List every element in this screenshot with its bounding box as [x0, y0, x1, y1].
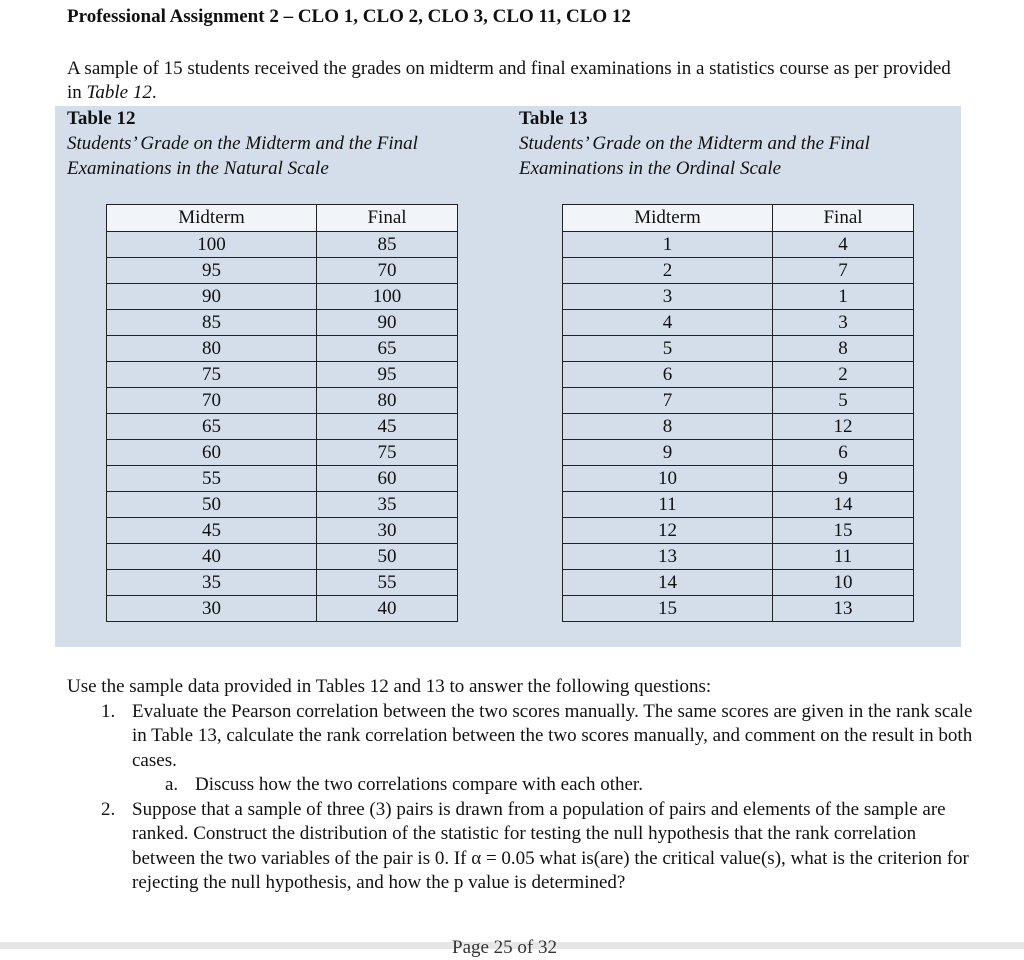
cell-midterm: 4	[563, 310, 773, 336]
cell-midterm: 1	[563, 232, 773, 258]
table-row	[563, 284, 914, 310]
question-text: Suppose that a sample of three (3) pairs is drawn from a population of pairs and elements of the sample are ranked. Construct the distribution of the statistic for testing the null hypothesis that the rank correlation between the two variables of the pair is 0. If α = 0.05 what is(are) the critical value(s), what is the criterion for rejecting the null hypothesis, and how the p value is determined?	[132, 798, 969, 893]
question-number: 1.	[101, 700, 116, 722]
table-row	[107, 336, 458, 362]
cell-midterm: 35	[107, 570, 317, 596]
cell-midterm: 14	[563, 570, 773, 596]
intro-text-end: .	[151, 82, 157, 103]
cell-midterm: 90	[107, 284, 317, 310]
table-row	[107, 258, 458, 284]
intro-text: A sample of 15 students received the grades on midterm and final examinations in a statistics course as per provided in	[67, 58, 951, 103]
column-header-final: Final	[773, 205, 914, 232]
table-row	[107, 388, 458, 414]
table-13-description: Students’ Grade on the Midterm and the Final Examinations in the Ordinal Scale	[519, 133, 870, 179]
column-header-midterm: Midterm	[107, 205, 317, 232]
table-row	[107, 466, 458, 492]
table-row	[563, 440, 914, 466]
tables-panel	[55, 106, 961, 647]
cell-final: 60	[317, 466, 458, 492]
cell-midterm: 100	[107, 232, 317, 258]
table-row	[107, 518, 458, 544]
cell-midterm: 10	[563, 466, 773, 492]
cell-midterm: 12	[563, 518, 773, 544]
table-row	[107, 596, 458, 622]
cell-final: 6	[773, 440, 914, 466]
question-1a	[67, 773, 977, 798]
cell-final: 80	[317, 388, 458, 414]
question-text: Evaluate the Pearson correlation between the two scores manually. The same scores are given in the rank scale in Table 13, calculate the rank correlation between the two scores manually, and comment on the result in both cases.	[132, 700, 973, 771]
table-12-number: Table 12	[67, 108, 136, 129]
cell-midterm: 70	[107, 388, 317, 414]
cell-midterm: 60	[107, 440, 317, 466]
cell-final: 55	[317, 570, 458, 596]
cell-midterm: 3	[563, 284, 773, 310]
cell-midterm: 6	[563, 362, 773, 388]
table-row	[563, 232, 914, 258]
table-row	[563, 544, 914, 570]
sub-question-text: Discuss how the two correlations compare with each other.	[195, 774, 643, 795]
cell-midterm: 50	[107, 492, 317, 518]
cell-final: 90	[317, 310, 458, 336]
cell-midterm: 13	[563, 544, 773, 570]
cell-final: 45	[317, 414, 458, 440]
cell-final: 85	[317, 232, 458, 258]
cell-final: 14	[773, 492, 914, 518]
table-13	[562, 204, 914, 622]
page-number-footer	[452, 936, 557, 944]
cell-midterm: 30	[107, 596, 317, 622]
table-row	[107, 440, 458, 466]
cell-final: 10	[773, 570, 914, 596]
cell-midterm: 80	[107, 336, 317, 362]
cell-final: 2	[773, 362, 914, 388]
cell-midterm: 8	[563, 414, 773, 440]
cell-final: 65	[317, 336, 458, 362]
table-row	[107, 284, 458, 310]
table-row	[107, 492, 458, 518]
table-row	[563, 388, 914, 414]
cell-final: 35	[317, 492, 458, 518]
table-row	[563, 570, 914, 596]
cell-final: 30	[317, 518, 458, 544]
table-row	[107, 232, 458, 258]
cell-final: 70	[317, 258, 458, 284]
cell-midterm: 9	[563, 440, 773, 466]
table-header-row	[107, 205, 458, 232]
cell-midterm: 40	[107, 544, 317, 570]
sub-question-number: a.	[165, 774, 179, 795]
cell-midterm: 85	[107, 310, 317, 336]
table-row	[563, 362, 914, 388]
cell-midterm: 45	[107, 518, 317, 544]
cell-final: 50	[317, 544, 458, 570]
cell-final: 75	[317, 440, 458, 466]
table-row	[563, 518, 914, 544]
table-row	[107, 310, 458, 336]
cell-midterm: 7	[563, 388, 773, 414]
table-row	[563, 492, 914, 518]
cell-final: 3	[773, 310, 914, 336]
table-row	[107, 570, 458, 596]
questions-lead: Use the sample data provided in Tables 12 and 13 to answer the following questions:	[67, 676, 712, 697]
cell-midterm: 5	[563, 336, 773, 362]
page-title: Professional Assignment 2 – CLO 1, CLO 2, CLO 3, CLO 11, CLO 12	[67, 6, 631, 27]
table-row	[107, 362, 458, 388]
intro-paragraph	[67, 57, 967, 105]
cell-midterm: 15	[563, 596, 773, 622]
cell-midterm: 2	[563, 258, 773, 284]
table-13-caption	[519, 106, 959, 181]
table-row	[563, 596, 914, 622]
table-row	[107, 544, 458, 570]
cell-final: 7	[773, 258, 914, 284]
cell-final: 5	[773, 388, 914, 414]
question-2	[67, 798, 977, 896]
table-row	[563, 414, 914, 440]
question-number: 2.	[101, 798, 116, 820]
cell-final: 12	[773, 414, 914, 440]
column-header-midterm: Midterm	[563, 205, 773, 232]
cell-final: 95	[317, 362, 458, 388]
question-1	[67, 700, 977, 774]
table-row	[107, 414, 458, 440]
table-header-row	[563, 205, 914, 232]
questions-section	[67, 675, 977, 896]
cell-final: 40	[317, 596, 458, 622]
table-12-description: Students’ Grade on the Midterm and the Final Examinations in the Natural Scale	[67, 133, 418, 179]
table-13-number: Table 13	[519, 108, 588, 129]
cell-final: 13	[773, 596, 914, 622]
cell-final: 11	[773, 544, 914, 570]
table-row	[563, 310, 914, 336]
column-header-final: Final	[317, 205, 458, 232]
cell-final: 8	[773, 336, 914, 362]
cell-final: 9	[773, 466, 914, 492]
cell-midterm: 11	[563, 492, 773, 518]
cell-midterm: 65	[107, 414, 317, 440]
cell-final: 15	[773, 518, 914, 544]
table-row	[563, 466, 914, 492]
table-row	[563, 336, 914, 362]
table-12	[106, 204, 458, 622]
cell-midterm: 75	[107, 362, 317, 388]
cell-final: 4	[773, 232, 914, 258]
table-12-caption	[67, 106, 507, 181]
cell-final: 1	[773, 284, 914, 310]
intro-table-ref: Table 12	[86, 82, 152, 103]
cell-midterm: 95	[107, 258, 317, 284]
cell-final: 100	[317, 284, 458, 310]
cell-midterm: 55	[107, 466, 317, 492]
table-row	[563, 258, 914, 284]
